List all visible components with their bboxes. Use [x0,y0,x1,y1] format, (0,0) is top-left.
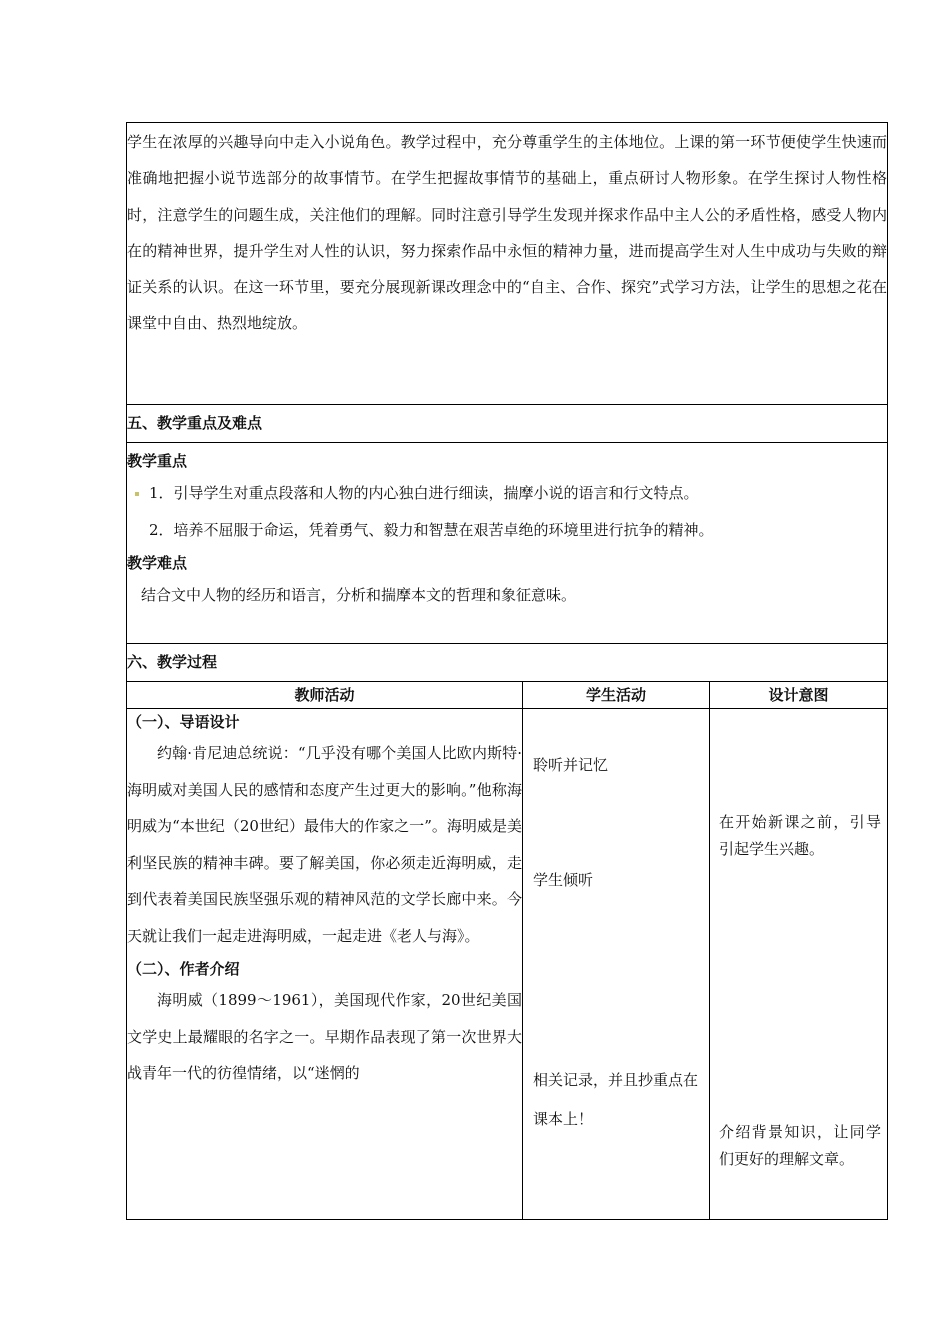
part1-text: 约翰·肯尼迪总统说：“几乎没有哪个美国人比欧内斯特·海明威对美国人民的感情和态度产生过更大的影响。”他称海明威为“本世纪（20世纪）最伟大的作家之一”。海明威是美利坚民族的精神丰碑。要了解美国，你必须走近海明威，走到代表着美国民族坚强乐观的精神风范的文学长廊中来。今天就让我们一起走进海明威，一起走进《老人与海》。 [127,744,522,945]
part1-title: （一）、导语设计 [127,713,240,731]
section5-title: 五、教学重点及难点 [127,405,888,443]
section5-content [127,443,888,644]
student-note-1: 聆听并记忆 [533,756,609,774]
difficulty-title: 教学难点 [127,554,188,572]
bullet-mark [135,492,139,496]
purpose-note-1: 在开始新课之前，引导引起学生兴趣。 [719,813,881,858]
teacher-activity-cell [127,709,523,1220]
key-point-1: 1．引导学生对重点段落和人物的内心独白进行细读，揣摩小说的语言和行文特点。 [149,484,699,502]
header-teacher: 教师活动 [127,682,523,709]
section5-title-row [127,405,888,443]
student-activity-cell [523,709,710,1220]
purpose-note-2: 介绍背景知识，让同学们更好的理解文章。 [719,1123,881,1168]
intro-row [127,123,888,405]
key-point-2: 2．培养不屈服于命运，凭着勇气、毅力和智慧在艰苦卓绝的环境里进行抗争的精神。 [149,521,714,539]
section6-title: 六、教学过程 [127,644,888,682]
student-note-3: 相关记录，并且抄重点在课本上！ [533,1071,699,1128]
section6-title-row [127,644,888,682]
lesson-plan-table [126,122,888,1220]
process-row [127,709,888,1220]
student-note-2: 学生倾听 [533,871,594,889]
part2-text: 海明威（1899～1961），美国现代作家，20世纪美国文学史上最耀眼的名字之一。早期作品表现了第一次世界大战青年一代的彷徨情绪，以“迷惘的 [127,991,522,1082]
process-header-row [127,682,888,709]
key-points-title: 教学重点 [127,452,188,470]
header-student: 学生活动 [523,682,710,709]
design-purpose-cell [710,709,888,1220]
intro-paragraph: 学生在浓厚的兴趣导向中走入小说角色。教学过程中，充分尊重学生的主体地位。上课的第一环节便使学生快速而准确地把握小说节选部分的故事情节。在学生把握故事情节的基础上，重点研讨人物形象。在学生探讨人物性格时，注意学生的问题生成，关注他们的理解。同时注意引导学生发现并探求作品中主人公的矛盾性格，感受人物内在的精神世界，提升学生对人性的认识，努力探索作品中永恒的精神力量，进而提高学生对人生中成功与失败的辩证关系的认识。在这一环节里，要充分展现新课改理念中的“自主、合作、探究”式学习方法，让学生的思想之花在课堂中自由、热烈地绽放。 [127,133,888,333]
intro-cell [127,123,888,405]
section5-content-row [127,443,888,644]
difficulty-item: 结合文中人物的经历和语言，分析和揣摩本文的哲理和象征意味。 [141,586,577,604]
part2-title: （二）、作者介绍 [127,960,240,978]
header-purpose: 设计意图 [710,682,888,709]
